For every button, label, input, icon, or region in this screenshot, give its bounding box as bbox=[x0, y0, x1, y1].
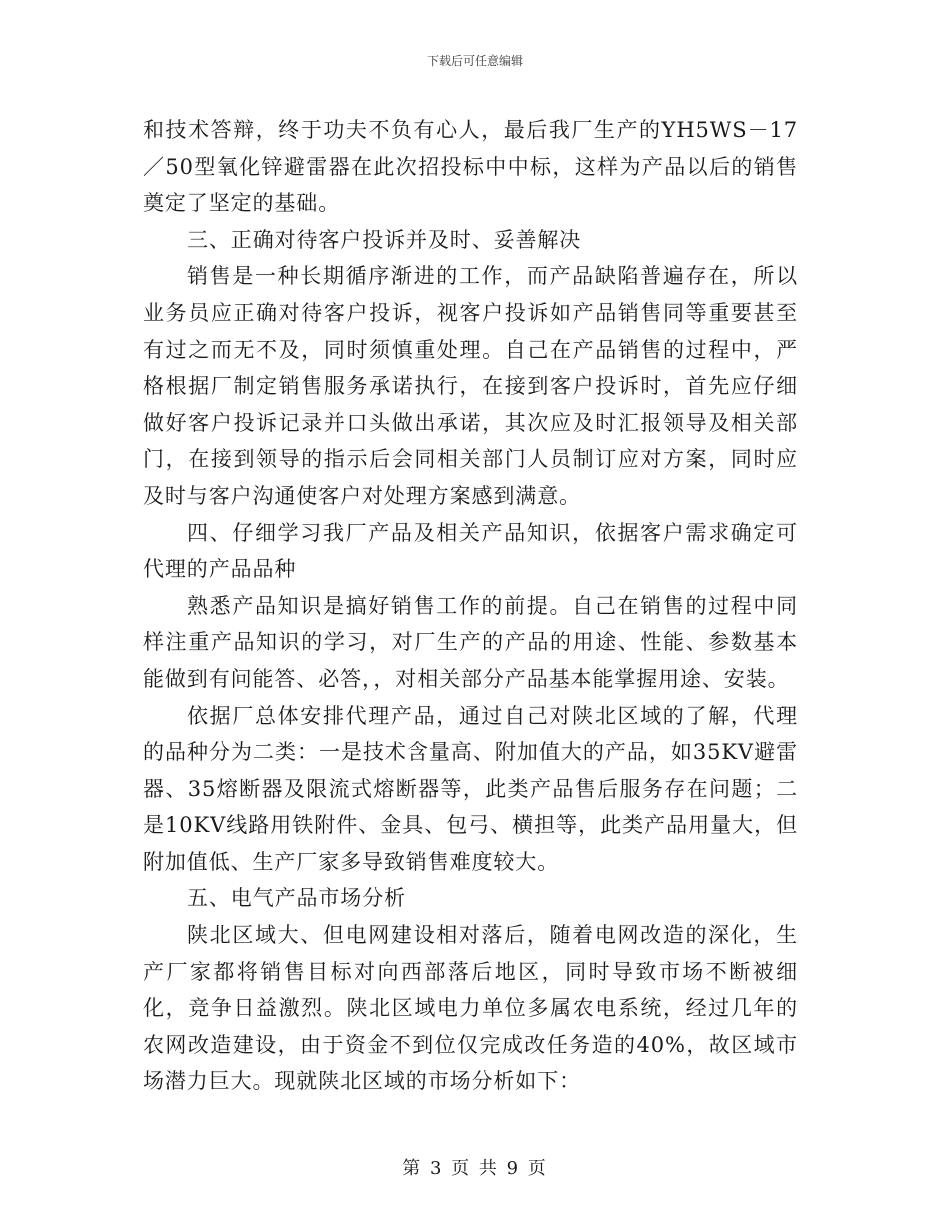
paragraph-2: 销售是一种长期循序渐进的工作，而产品缺陷普遍存在，所以业务员应正确对待客户投诉，视客户投诉如产品销售同等重要甚至有过之而无不及，同时须慎重处理。自己在产品销售的过程中，严格根据厂制定销售服务承诺执行，在接到客户投诉时，首先应仔细做好客户投诉记录并口头做出承诺，其次应及时汇报领导及相关部门，在接到领导的指示后会同相关部门人员制订应对方案，同时应及时与客户沟通使客户对处理方案感到满意。 bbox=[143, 264, 798, 508]
section-heading-5: 五、电气产品市场分析 bbox=[187, 886, 406, 911]
section-heading-4: 四、仔细学习我厂产品及相关产品知识，依据客户需求确定可代理的产品品种 bbox=[143, 520, 798, 582]
paragraph-4: 依据厂总体安排代理产品，通过自己对陕北区域的了解，代理的品种分为二类：一是技术含量高、附加值大的产品，如35KV避雷器、35熔断器及限流式熔断器等，此类产品售后服务存在问题；二是10KV线路用铁附件、金具、包弓、横担等，此类产品用量大，但附加值低、生产厂家多导致销售难度较大。 bbox=[143, 703, 798, 874]
section-heading-3: 三、正确对待客户投诉并及时、妥善解决 bbox=[187, 227, 582, 252]
document-body bbox=[143, 112, 798, 1100]
paragraph-3: 熟悉产品知识是搞好销售工作的前提。自己在销售的过程中同样注重产品知识的学习，对厂生产的产品的用途、性能、参数基本能做到有问能答、必答，，对相关部分产品基本能掌握用途、安装。 bbox=[143, 593, 798, 691]
page-number: 第 3 页 共 9 页 bbox=[402, 1158, 548, 1179]
paragraph-1: 和技术答辩，终于功夫不负有心人，最后我厂生产的YH5WS－17／50型氧化锌避雷器在此次招投标中中标，这样为产品以后的销售奠定了坚定的基础。 bbox=[143, 118, 798, 216]
page-header: 下载后可任意编辑 bbox=[426, 54, 523, 68]
paragraph-5: 陕北区域大、但电网建设相对落后，随着电网改造的深化，生产厂家都将销售目标对向西部落后地区，同时导致市场不断被细化，竞争日益激烈。陕北区域电力单位多属农电系统，经过几年的农网改造建设，由于资金不到位仅完成改任务造的40%，故区域市场潜力巨大。现就陕北区域的市场分析如下： bbox=[143, 923, 798, 1094]
